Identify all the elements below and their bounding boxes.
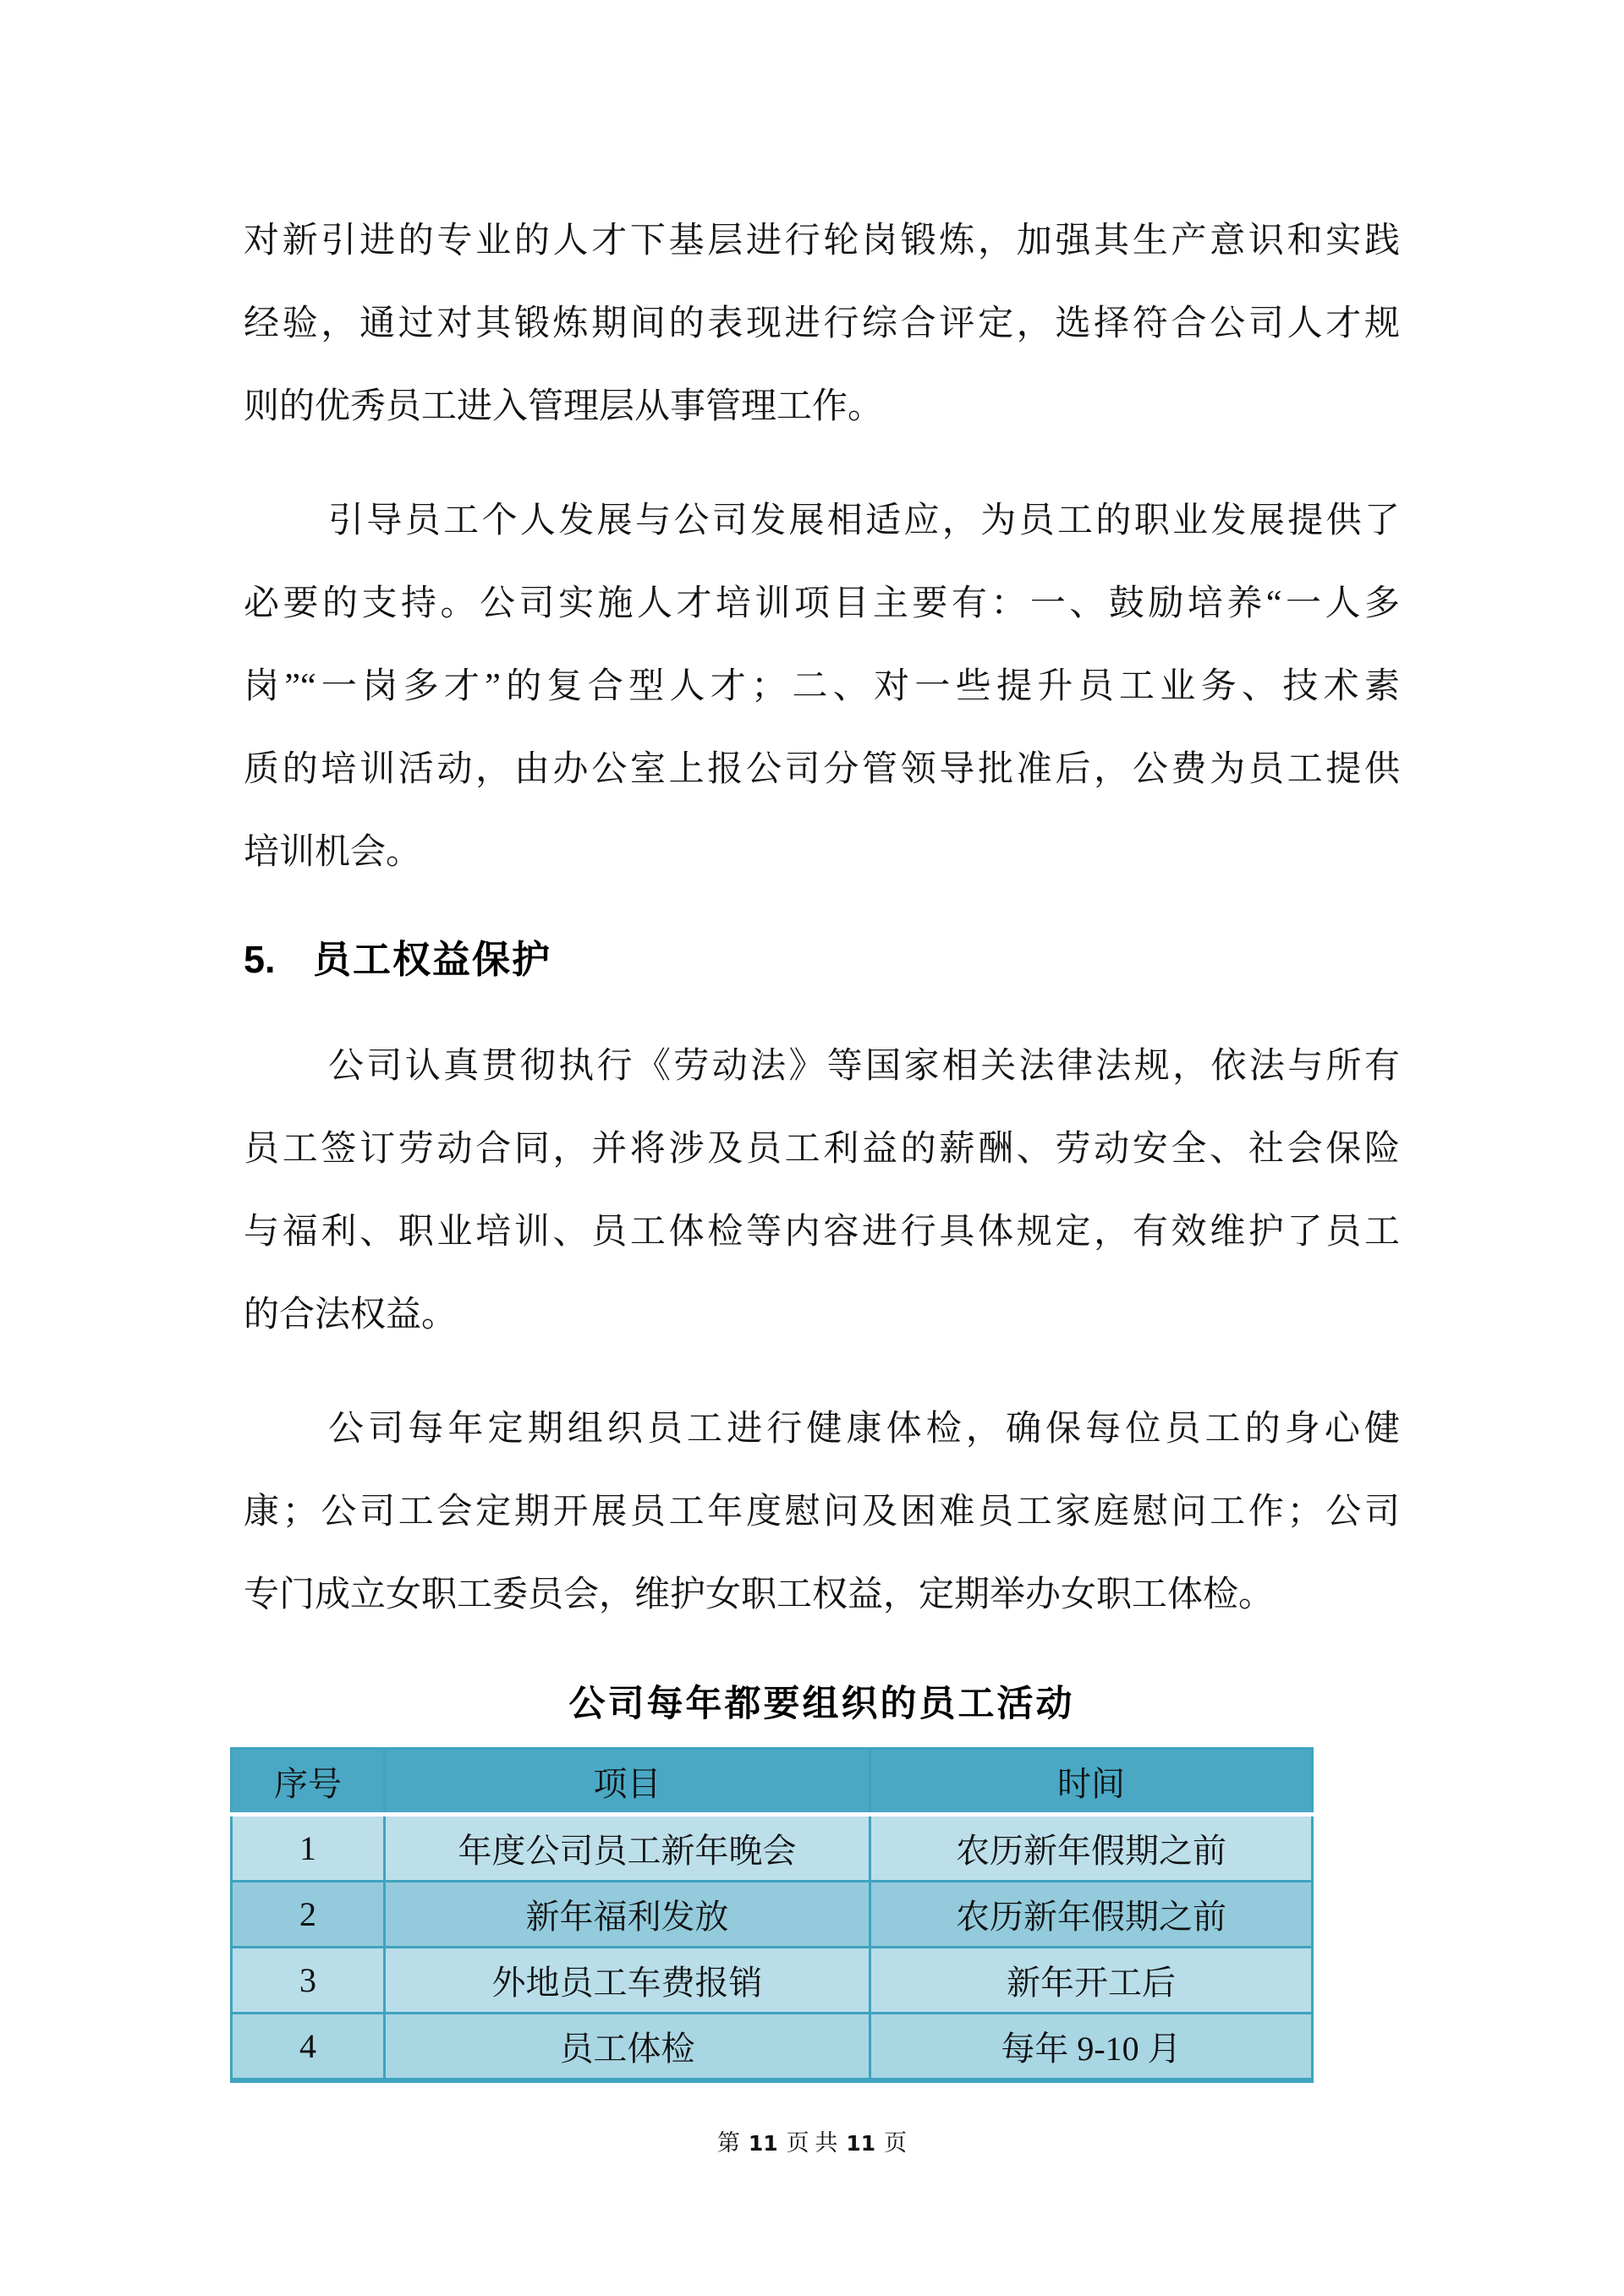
cell-item: 新年福利发放 [385,1882,870,1948]
table-row [232,1882,1313,1948]
header-cell-item: 项目 [385,1749,870,1815]
text-line: 与福利、职业培训、员工体检等内容进行具体规定，有效维护了员工 [244,1213,1400,1252]
heading-title: 员工权益保护 [313,938,552,981]
paragraph-2 [244,479,1400,894]
footer-text: 第 [716,2130,740,2156]
header-cell-index: 序号 [232,1749,385,1815]
table-header-row [232,1749,1313,1815]
text-line: 员工签订劳动合同，并将涉及员工利益的薪酬、劳动安全、社会保险 [244,1130,1400,1169]
header-cell-time: 时间 [870,1749,1313,1815]
section-heading [244,933,551,987]
cell-item: 员工体检 [385,2014,870,2081]
table-row [232,1815,1313,1882]
text-line: 的合法权益。 [244,1296,458,1334]
cell-item: 年度公司员工新年晚会 [385,1815,870,1882]
cell-item: 外地员工车费报销 [385,1948,870,2014]
cell-time: 农历新年假期之前 [870,1815,1313,1882]
text-line: 必要的支持。公司实施人才培训项目主要有：一、鼓励培养“一人多 [244,584,1400,623]
paragraph-1 [244,200,1400,448]
text-line: 则的优秀员工进入管理层从事管理工作。 [244,387,884,426]
text-line: 质的培训活动，由办公室上报公司分管领导批准后，公费为员工提供 [244,750,1400,789]
footer-text: 页 共 [786,2130,838,2156]
text-line: 经验，通过对其锻炼期间的表现进行综合评定，选择符合公司人才规 [244,304,1400,343]
cell-index: 4 [232,2014,385,2081]
text-line: 引导员工个人发展与公司发展相适应，为员工的职业发展提供了 [328,501,1400,540]
text-line: 专门成立女职工委员会，维护女职工权益，定期举办女职工体检。 [244,1575,1275,1614]
cell-time: 新年开工后 [870,1948,1313,2014]
paragraph-3 [244,1025,1400,1356]
text-line: 岗”“一岗多才”的复合型人才；二、对一些提升员工业务、技术素 [244,667,1400,706]
footer-page-number: 11 [748,2131,778,2156]
paragraph-4 [244,1388,1400,1636]
cell-index: 3 [232,1948,385,2014]
footer-text: 页 [884,2130,908,2156]
table-row [232,1948,1313,2014]
cell-index: 1 [232,1815,385,1882]
footer-total-pages: 11 [846,2131,876,2156]
text-line: 公司每年定期组织员工进行健康体检，确保每位员工的身心健 [328,1410,1400,1449]
text-line: 康；公司工会定期开展员工年度慰问及困难员工家庭慰问工作；公司 [244,1493,1400,1532]
table-row [232,2014,1313,2081]
page-footer [0,2124,1624,2162]
cell-index: 2 [232,1882,385,1948]
cell-time: 每年 9-10 月 [870,2014,1313,2081]
text-line: 对新引进的专业的人才下基层进行轮岗锻炼，加强其生产意识和实践 [244,222,1400,260]
table-title: 公司每年都要组织的员工活动 [568,1684,1075,1724]
cell-time: 农历新年假期之前 [870,1882,1313,1948]
text-line: 培训机会。 [244,833,422,872]
text-line: 公司认真贯彻执行《劳动法》等国家相关法律法规，依法与所有 [328,1047,1400,1086]
activity-table [230,1747,1314,2083]
heading-number: 5. [244,938,276,981]
